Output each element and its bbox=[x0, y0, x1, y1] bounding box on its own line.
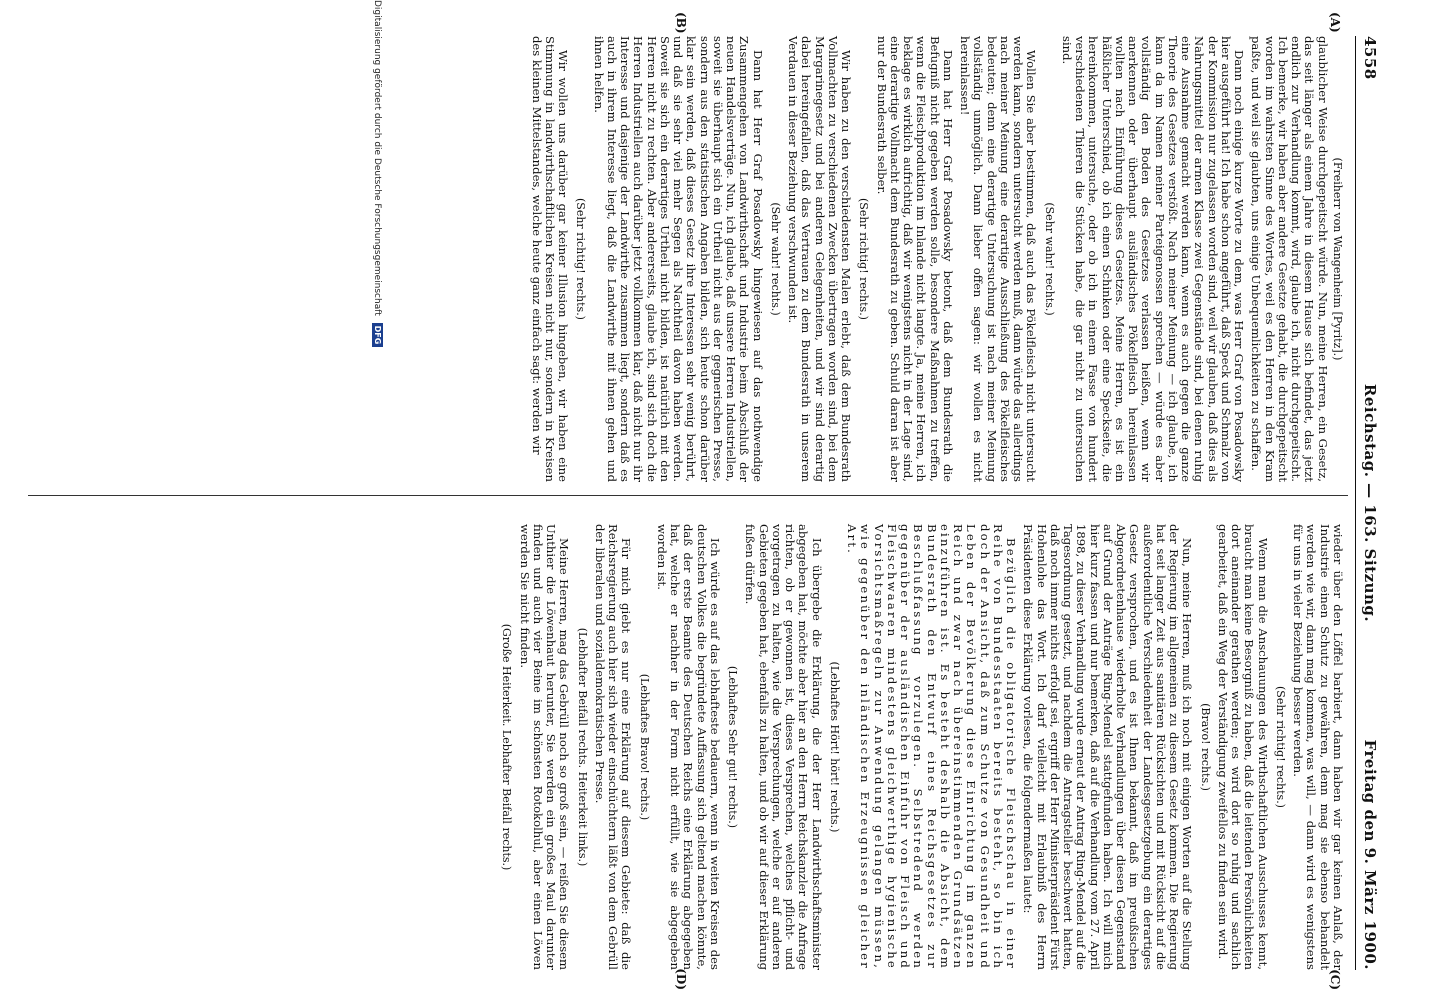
reaction: (Große Heiterkeit. Lebhafter Beifall rechts.) bbox=[500, 623, 514, 871]
page-header bbox=[1355, 36, 1382, 970]
column-divider bbox=[28, 495, 1348, 496]
reaction: (Sehr richtig! rechts.) bbox=[1274, 686, 1287, 808]
reaction: (Lebhaftes Sehr gut! rechts.) bbox=[726, 665, 740, 829]
paragraph: Wir haben zu den verschiedensten Malen erlebt, daß dem Bundesrath Vollmachten zu verschiedenen Zwecken übertragen worden sind, bei dem Margarinegesetz und bei anderen Gelegenheiten, und wir sind derartig dabei hereingefallen, daß das Vertrauen zu dem Bundesrath in unserem Verdauen in dieser Beziehung verschwunden ist. bbox=[786, 36, 854, 482]
dfg-logo: DFG bbox=[372, 323, 383, 348]
speaker-continuation: (Freiherr von Wangenheim [Pyritz].) bbox=[1331, 157, 1344, 361]
paragraph: Ich würde es auf das lebhafteste bedauern, wenn in weiten Kreisen des deutschen Volkes die begründete Auffassung sich geltend machen könnte, daß der erste Beamte des Deutschen Reichs eine Erklärung abgegeben hat, welche er nachher in der Form nicht erfüllt, wie sie abgegeben worden ist. bbox=[655, 524, 722, 970]
paragraph: glaublicher Weise durchgepeitscht würde. Nun, meine Herren, ein Gesetz, das seit länger als einem Jahre in diesem Hause sich befindet, das jetzt endlich zur Verhandlung kommt, wird, glaube ich, nicht durchgepeitscht. Ich bemerke, wir haben aber andere Gesetze gehabt, die durchgepeitscht worden im wahrsten Sinne des Wortes, weil es den Herren in den Kram paßte, und weil sie glaubten, uns einige Unbequemlichkeiten zu schaffen. bbox=[1249, 36, 1330, 482]
page-number: 4558 bbox=[1361, 36, 1379, 80]
reaction: (Bravo! rechts.) bbox=[1198, 703, 1212, 791]
document-page bbox=[8, 0, 1388, 1000]
paragraph: Für mich giebt es nur eine Erklärung auf diesem Gebiete: daß die Reichsregierung auch hier sich wieder einschüchtern läßt von dem Gebrüll der liberalen und sozialdemokratischen Presse. bbox=[593, 524, 634, 970]
paragraph: Nun, meine Herren, muß ich noch mit einigen Worten auf die Stellung der Regierung im allgemeinen zu diesem Gesetz kommen. Die Regierung hat seit langer Zeit aus sanitären Rücksichten und mit Rücksicht auf die außerordentliche Verschiedenheit der Landesgesetzgebung ein derartiges Gesetz versprochen, und es ist Ihnen bekannt, daß im preußischen Abgeordnetenhause wiederholte Verhandlungen über diesen Gegenstand auf Grund der Anträge Ring-Mendel stattgefunden haben. Ich will mich hier kurz fassen und nur bemerken, daß auf die Verhandlung vom 27. April 1898, zu dieser Verhandlung wurde erneut der Antrag Ring-Mendel auf die Tagesordnung gesetzt, und nachdem die Antragsteller beschwert hatten, daß noch immer nichts erfolgt sei, ergriff der Herr Ministerpräsident Fürst Hohenlohe das Wort. Ich darf vielleicht mit Erlaubniß des Herrn Präsidenten diese Erklärung vorlesen, die folgendermaßen lautet: bbox=[1021, 524, 1195, 970]
paragraph: Dann noch einige kurze Worte zu dem, was Herr Graf von Posadowsky hier ausgeführt hat! Ich habe schon angeführt, daß Speck und Schmalz von der Kommission nur zugelassen worden sind, weil wir glauben, daß dies als Nahrungsmittel der armen Klasse zwei Gegenstände sind, bei denen ruhig eine Ausnahme gemacht werden kann, wenn es auch gegen die ganze Theorie des Gesetzes verstößt. Nach meiner Meinung — ich glaube, ich kann da im Namen meiner Parteigenossen sprechen — würde es aber vollständig den Boden des Gesetzes verlassen heißen, wenn wir anerkennen oder überhaupt ausländisches Pökelfleisch hereinlassen wollten nach Einführung dieses Gesetzes. Meine Herren, es ist ein häßlicher Unterschied, ob ich einen Schinken oder eine Speckseite, die hereinkommen, untersuche, oder ob ich in einem Fasse von hundert verschiedenen Thieren die Stücken habe, die gar nicht zu untersuchen sind. bbox=[1060, 36, 1247, 482]
reaction: (Sehr wahr! rechts.) bbox=[1042, 202, 1056, 316]
margin-marker-d: (D) bbox=[674, 968, 688, 990]
paragraph: Wenn man die Anschauungen des Wirthschaftlichen Ausschusses kennt, braucht man keine Besorgniß zu haben, daß die leitenden Persönlichkeiten dort aneinander gerathen werden; es wird dort so ruhig und sachlich gearbeitet, daß ein Weg der Verständigung zweifellos zu finden sein wird. bbox=[1216, 524, 1270, 970]
paragraph: Meine Herren, mag das Gebrüll noch so groß sein, — reißen Sie diesem Unthier die Löwenhaut herunter, Sie werden ein großes Maul darunter finden und auch vier Beine im schönsten Rotokolhul, aber einen Löwen werden Sie nicht finden. bbox=[517, 524, 572, 970]
paragraph: Wollen Sie aber bestimmen, daß auch das Pökelfleisch nicht untersucht werden kann, sondern untersucht werden muß, dann würde das allerdings nach meiner Meinung eine derartige Ausschließung des Pökelfleisches bedeuten; denn eine derartige Untersuchung ist nach meiner Meinung vollständig unmöglich. Dann lieber offen sagen: wir wollen es nicht hereinlassen! bbox=[958, 36, 1039, 482]
digitization-note bbox=[357, 0, 383, 900]
paragraph: Ich übergebe die Erklärung, die der Herr Landwirthschaftsminister abgegeben hat, möchte aber hier an den Herrn Reichskanzler die Anfrage richten, ob er gewonnen ist, dieses Versprechen, welches pflicht- und vorgetragen zu halten, wie die Versprechungen, welche er auf anderen Gebieten gegeben hat, ebenfalls zu halten, und ob wir auf dieser Erklärung fußen dürfen. bbox=[743, 524, 824, 970]
margin-marker-c: (C) bbox=[1328, 969, 1342, 990]
paragraph: Dann hat Herr Graf Posadowsky hingewiesen auf das nothwendige Zusammengehen von Landwirthschaft und Industrie beim Abschluß der neuen Handelsverträge. Nun, ich glaube, daß unsere Herren Industriellen, soweit sie überhaupt sich ein Urtheil nicht aus der gegnerischen Presse, sondern aus den statistischen Angaben bilden, sich heute schon darüber klar sein werden, daß dieses Gesetz ihre Interessen sehr wenig berührt, und daß sie sehr viel mehr Segen als Nachtheil davon haben werden. Soweit sie sich ein derartiges Urtheil nicht bilden, ist natürlich mit den Herren nicht zu rechten. Aber andererseits, glaube ich, sind sich doch die Herren Industriellen auch darüber jetzt vollkommen klar, daß nicht nur ihr Interesse und dasjenige der Landwirthe zusammen liegt, sondern daß es auch in ihrem Interesse liegt, daß die Landwirthe mit ihnen gehen und ihnen helfen. bbox=[591, 36, 765, 482]
reaction: (Lebhaftes Hört! hört! rechts.) bbox=[828, 661, 841, 833]
paragraph: Dann hat Herr Graf Posadowsky betont, daß dem Bundesrath die Befugniß nicht gegeben werden solle, besondere Maßnahmen zu treffen, wenn die Fleischproduktion im Inlande nicht langte. Ja, meine Herren, ich beklage es wirklich aufrichtig, daß wir wenigstens nicht in der Lage sind, eine derartige Vollmacht dem Bundesrath zu geben. Schuld daran ist aber nur der Bundesrath selber. bbox=[874, 36, 955, 482]
reaction: (Lebhafter Beifall rechts. Heiterkeit links.) bbox=[575, 627, 589, 867]
reaction: (Lebhaftes Bravo! rechts.) bbox=[637, 673, 651, 821]
reaction: (Sehr richtig! rechts.) bbox=[857, 198, 871, 320]
right-column bbox=[495, 524, 1344, 970]
paragraph: Wir wollen uns darüber gar keiner Illusion hingeben, wir haben eine Stimmung in landwirthschaftlichen Kreisen nicht nur, sondern in Kreisen des kleinen Mittelstandes, welche heute ganz einfach sagt: werden wir bbox=[529, 36, 571, 482]
page-title: Reichstag. — 163. Sitzung. bbox=[1361, 383, 1379, 623]
reaction: (Sehr richtig! rechts.) bbox=[574, 198, 588, 320]
quoted-declaration: Bezüglich die obligatorische Fleischschau in einer Reihe von Bundesstaaten bereits besteht, so bin ich doch der Ansicht, daß zum Schutze von Gesundheit und Leben der Bevölkerung diese Einrichtung im ganzen Reich und zwar nach übereinstimmenden Grundsätzen einzuführen ist. Es besteht deshalb die Absicht, dem Bundesrath den Entwurf eines Reichsgesetzes zur Beschlußfassung vorzulegen. Selbstredend werden gegenüber der ausländischen Einfuhr von Fleisch und Fleischwaaren mindestens gleichwerthige hygienische Vorsichtsmaßregeln zur Anwendung gelangen müssen, wie gegenüber den inländischen Erzeugnissen gleicher Art. bbox=[845, 524, 1019, 970]
left-column bbox=[526, 36, 1345, 482]
reaction: (Sehr wahr! rechts.) bbox=[769, 202, 782, 316]
digitization-text: Digitalisierung gefördert durch die Deutsche Forschungsgemeinschaft bbox=[372, 0, 382, 316]
paragraph: wieder über den Löffel barbiert, dann haben wir gar keinen Anlaß, der Industrie einen Schutz zu gewähren, denn mag sie ebenso behandelt werden wie wir, dann mag kommen, was will, — dann wird es wenigstens für uns in vieler Beziehung besser werden. bbox=[1291, 524, 1345, 970]
margin-marker-b: (B) bbox=[674, 12, 688, 34]
margin-marker-a: (A) bbox=[1328, 12, 1342, 33]
session-date: Freitag den 9. März 1900. bbox=[1361, 739, 1379, 970]
